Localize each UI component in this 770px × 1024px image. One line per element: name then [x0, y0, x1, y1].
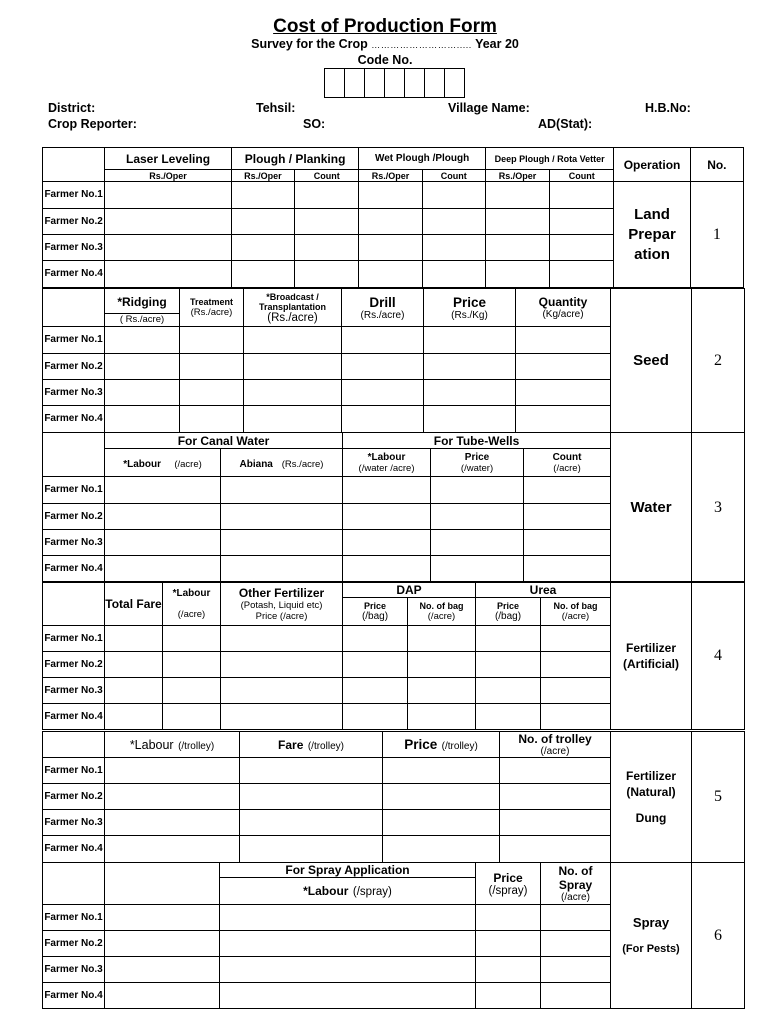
input-cell[interactable] — [408, 678, 476, 704]
input-cell[interactable] — [550, 235, 614, 261]
operation-header: Operation — [614, 148, 690, 182]
input-cell[interactable] — [541, 704, 611, 730]
input-cell[interactable] — [476, 704, 541, 730]
input-cell[interactable] — [424, 380, 516, 406]
farmer-label: Farmer No.2 — [43, 931, 105, 957]
input-cell[interactable] — [408, 626, 476, 652]
input-cell[interactable] — [221, 477, 343, 504]
price-label: Price — [496, 601, 520, 611]
operation-sub-label: Dung — [635, 811, 667, 825]
tw-count-label: Count — [552, 451, 582, 463]
input-cell[interactable] — [221, 504, 343, 530]
labour-header — [163, 582, 221, 626]
village-label: Village Name: — [448, 101, 530, 115]
input-cell[interactable] — [342, 327, 424, 354]
input-cell[interactable] — [476, 983, 541, 1009]
input-cell[interactable] — [500, 784, 611, 810]
wet-count: Count — [422, 170, 485, 182]
input-cell[interactable] — [240, 810, 383, 836]
row-number: 4 — [692, 582, 745, 730]
plough-rs-oper: Rs./Oper — [231, 170, 294, 182]
price-unit: (/spray) — [488, 884, 528, 897]
survey-line — [0, 37, 770, 51]
abiana-unit: (Rs./acre) — [281, 458, 324, 470]
trolley-header — [500, 732, 611, 758]
code-box[interactable] — [424, 68, 445, 98]
input-cell[interactable] — [105, 678, 163, 704]
operation-spray — [611, 863, 692, 1009]
ridging-unit: ( Rs./acre) — [119, 313, 165, 325]
input-cell[interactable] — [221, 678, 343, 704]
price-label: Price — [452, 294, 487, 310]
input-cell[interactable] — [524, 556, 611, 583]
crop-reporter-label: Crop Reporter: — [48, 117, 137, 131]
input-cell[interactable] — [220, 957, 476, 983]
form-title: Cost of Production Form — [273, 16, 497, 37]
ad-stat-label: AD(Stat): — [538, 117, 593, 131]
tw-price-header — [431, 449, 524, 477]
input-cell[interactable] — [105, 327, 180, 354]
input-cell[interactable] — [163, 652, 221, 678]
input-cell[interactable] — [422, 261, 485, 288]
deep-rs-oper: Rs./Oper — [485, 170, 549, 182]
farmer-label: Farmer No.4 — [43, 704, 105, 730]
input-cell[interactable] — [383, 810, 500, 836]
fertilizer-natural-table — [42, 731, 745, 863]
blank-header — [43, 863, 105, 905]
input-cell[interactable] — [500, 810, 611, 836]
code-box[interactable] — [344, 68, 365, 98]
input-cell[interactable] — [541, 983, 611, 1009]
input-cell[interactable] — [295, 209, 359, 235]
price-header — [383, 732, 500, 758]
fare-header — [240, 732, 383, 758]
spray-labour-header — [220, 878, 476, 905]
canal-water-header: For Canal Water — [105, 433, 343, 449]
wet-rs-oper: Rs./Oper — [359, 170, 422, 182]
price-label: Price — [493, 870, 523, 885]
code-box[interactable] — [384, 68, 405, 98]
input-cell[interactable] — [359, 261, 422, 288]
farmer-label: Farmer No.4 — [43, 556, 105, 583]
input-cell[interactable] — [342, 354, 424, 380]
farmer-label: Farmer No.1 — [43, 182, 105, 209]
labour-label: *Labour — [123, 458, 161, 470]
farmer-label: Farmer No.1 — [43, 477, 105, 504]
blank-header — [43, 433, 105, 477]
drill-header — [342, 289, 424, 327]
input-cell[interactable] — [422, 235, 485, 261]
row-number: 2 — [692, 289, 745, 433]
input-cell[interactable] — [163, 704, 221, 730]
tw-count-header — [524, 449, 611, 477]
spray-application-header: For Spray Application — [220, 863, 476, 878]
input-cell[interactable] — [244, 406, 342, 433]
price-unit: (/bag) — [494, 611, 522, 622]
farmer-label: Farmer No.4 — [43, 836, 105, 863]
drill-label: Drill — [369, 294, 396, 310]
tw-count-unit: (/acre) — [553, 462, 581, 474]
input-cell[interactable] — [221, 626, 343, 652]
input-cell[interactable] — [541, 652, 611, 678]
deep-count: Count — [550, 170, 614, 182]
input-cell[interactable] — [105, 504, 221, 530]
laser-leveling-header: Laser Leveling — [105, 148, 232, 170]
input-cell[interactable] — [240, 758, 383, 784]
urea-header: Urea — [476, 582, 611, 598]
treatment-unit: (Rs./acre) — [190, 307, 233, 318]
input-cell[interactable] — [105, 261, 232, 288]
urea-price-header — [476, 598, 541, 626]
farmer-label: Farmer No.3 — [43, 678, 105, 704]
input-cell[interactable] — [342, 406, 424, 433]
input-cell[interactable] — [516, 327, 611, 354]
input-cell[interactable] — [163, 678, 221, 704]
tube-wells-header: For Tube-Wells — [343, 433, 611, 449]
other-fertilizer-sub: (Potash, Liquid etc) — [240, 599, 323, 611]
row-number: 1 — [690, 182, 743, 288]
seed-table — [42, 288, 745, 433]
survey-crop-blank[interactable]: ………………………..... — [371, 40, 472, 50]
tw-labour-label: *Labour — [367, 451, 406, 463]
input-cell[interactable] — [408, 652, 476, 678]
spray-table — [42, 862, 745, 1009]
input-cell[interactable] — [342, 380, 424, 406]
ridging-header — [105, 289, 180, 327]
input-cell[interactable] — [240, 836, 383, 863]
input-cell[interactable] — [476, 957, 541, 983]
blank-subheader — [105, 863, 220, 905]
input-cell[interactable] — [408, 704, 476, 730]
code-no-boxes[interactable] — [325, 68, 465, 98]
operation-water: Water — [611, 433, 692, 583]
fertilizer-artificial-table — [42, 581, 745, 730]
input-cell[interactable] — [383, 836, 500, 863]
input-cell[interactable] — [516, 406, 611, 433]
farmer-label: Farmer No.1 — [43, 758, 105, 784]
input-cell[interactable] — [359, 182, 422, 209]
labour-unit: (/spray) — [352, 886, 392, 898]
bags-unit: (/acre) — [427, 611, 456, 622]
input-cell[interactable] — [485, 235, 549, 261]
operation-land-preparation — [614, 182, 690, 288]
code-box[interactable] — [324, 68, 345, 98]
input-cell[interactable] — [105, 836, 240, 863]
input-cell[interactable] — [424, 406, 516, 433]
year-label: Year 20 — [475, 37, 519, 51]
price-unit: (/bag) — [361, 611, 389, 622]
input-cell[interactable] — [383, 758, 500, 784]
input-cell[interactable] — [105, 626, 163, 652]
treatment-header — [180, 289, 244, 327]
input-cell[interactable] — [431, 477, 524, 504]
other-fertilizer-label: Other Fertilizer — [238, 585, 325, 600]
row-number: 6 — [692, 863, 745, 1009]
input-cell[interactable] — [231, 235, 294, 261]
input-cell[interactable] — [105, 810, 240, 836]
farmer-label: Farmer No.3 — [43, 530, 105, 556]
input-cell[interactable] — [541, 931, 611, 957]
no-header: No. — [690, 148, 743, 182]
code-box[interactable] — [364, 68, 385, 98]
trolley-label: No. of trolley — [518, 732, 592, 746]
input-cell[interactable] — [343, 652, 408, 678]
input-cell[interactable] — [105, 983, 220, 1009]
input-cell[interactable] — [105, 380, 180, 406]
input-cell[interactable] — [431, 504, 524, 530]
farmer-label: Farmer No.3 — [43, 810, 105, 836]
labour-header — [105, 449, 221, 477]
abiana-label: Abiana — [239, 458, 273, 470]
input-cell[interactable] — [180, 380, 244, 406]
farmer-label: Farmer No.3 — [43, 957, 105, 983]
broadcast-header — [244, 289, 342, 327]
quantity-unit: (Kg/acre) — [542, 309, 584, 320]
water-table — [42, 432, 745, 583]
farmer-label: Farmer No.1 — [43, 626, 105, 652]
operation-label: Spray — [632, 914, 670, 930]
farmer-label: Farmer No.4 — [43, 406, 105, 433]
input-cell[interactable] — [524, 477, 611, 504]
operation-fertilizer-natural — [611, 732, 692, 863]
labour-unit: (/acre) — [174, 458, 202, 470]
farmer-label: Farmer No.4 — [43, 983, 105, 1009]
input-cell[interactable] — [180, 406, 244, 433]
operation-label: Land Prepar ation — [628, 205, 676, 263]
plough-header: Plough / Planking — [231, 148, 359, 170]
input-cell[interactable] — [359, 235, 422, 261]
input-cell[interactable] — [180, 327, 244, 354]
input-cell[interactable] — [105, 182, 232, 209]
operation-sub-label: (For Pests) — [622, 942, 680, 955]
dap-price-header — [343, 598, 408, 626]
code-box[interactable] — [444, 68, 465, 98]
other-fertilizer-price: Price (/acre) — [255, 610, 308, 622]
input-cell[interactable] — [295, 261, 359, 288]
plough-count: Count — [295, 170, 359, 182]
input-cell[interactable] — [105, 957, 220, 983]
price-unit: (Rs./Kg) — [451, 309, 488, 321]
input-cell[interactable] — [105, 477, 221, 504]
ridging-label: *Ridging — [105, 291, 179, 314]
input-cell[interactable] — [231, 182, 294, 209]
input-cell[interactable] — [343, 678, 408, 704]
input-cell[interactable] — [550, 182, 614, 209]
spray-count-unit: (/acre) — [561, 892, 590, 903]
input-cell[interactable] — [541, 905, 611, 931]
row-number: 3 — [692, 433, 745, 583]
input-cell[interactable] — [231, 261, 294, 288]
labour-label: *Labour — [303, 884, 349, 898]
price-header — [476, 863, 541, 905]
input-cell[interactable] — [383, 784, 500, 810]
input-cell[interactable] — [105, 556, 221, 583]
input-cell[interactable] — [485, 182, 549, 209]
land-preparation-table — [42, 147, 744, 288]
input-cell[interactable] — [105, 354, 180, 380]
input-cell[interactable] — [244, 327, 342, 354]
input-cell[interactable] — [516, 354, 611, 380]
input-cell[interactable] — [343, 530, 431, 556]
input-cell[interactable] — [516, 380, 611, 406]
so-label: SO: — [303, 117, 326, 131]
input-cell[interactable] — [550, 261, 614, 288]
treatment-label: Treatment — [189, 297, 233, 307]
input-cell[interactable] — [221, 704, 343, 730]
input-cell[interactable] — [424, 327, 516, 354]
input-cell[interactable] — [244, 380, 342, 406]
code-no-label: Code No. — [357, 53, 413, 67]
input-cell[interactable] — [221, 530, 343, 556]
price-label: Price — [363, 601, 387, 611]
spray-count-label: No. of Spray — [558, 864, 593, 892]
input-cell[interactable] — [231, 209, 294, 235]
fare-unit: (/trolley) — [307, 740, 344, 752]
labour-header — [105, 732, 240, 758]
labour-label: *Labour — [129, 737, 174, 752]
bags-label: No. of bag — [419, 601, 464, 611]
labour-unit: (/trolley) — [178, 740, 215, 752]
input-cell[interactable] — [422, 182, 485, 209]
input-cell[interactable] — [105, 209, 232, 235]
broadcast-label: *Broadcast / Transplantation — [258, 291, 326, 312]
input-cell[interactable] — [431, 556, 524, 583]
input-cell[interactable] — [550, 209, 614, 235]
abiana-header — [221, 449, 343, 477]
input-cell[interactable] — [541, 626, 611, 652]
input-cell[interactable] — [343, 477, 431, 504]
fare-label: Fare — [278, 737, 304, 752]
tw-labour-unit: (/water /acre) — [358, 462, 415, 474]
input-cell[interactable] — [359, 209, 422, 235]
input-cell[interactable] — [343, 556, 431, 583]
input-cell[interactable] — [476, 678, 541, 704]
input-cell[interactable] — [500, 758, 611, 784]
tw-labour-header — [343, 449, 431, 477]
blank-header — [43, 732, 105, 758]
input-cell[interactable] — [105, 235, 232, 261]
input-cell[interactable] — [244, 354, 342, 380]
operation-seed: Seed — [611, 289, 692, 433]
input-cell[interactable] — [541, 957, 611, 983]
bags-label: No. of bag — [553, 601, 598, 611]
farmer-label: Farmer No.2 — [43, 354, 105, 380]
urea-bags-header — [541, 598, 611, 626]
input-cell[interactable] — [476, 626, 541, 652]
input-cell[interactable] — [500, 836, 611, 863]
drill-unit: (Rs./acre) — [360, 309, 405, 321]
input-cell[interactable] — [220, 983, 476, 1009]
input-cell[interactable] — [485, 209, 549, 235]
operation-label: Fertilizer (Natural) — [625, 769, 676, 799]
input-cell[interactable] — [105, 704, 163, 730]
farmer-label: Farmer No.1 — [43, 327, 105, 354]
farmer-label: Farmer No.2 — [43, 209, 105, 235]
laser-rs-oper: Rs./Oper — [105, 170, 232, 182]
tehsil-label: Tehsil: — [256, 101, 296, 115]
survey-label: Survey for the Crop — [251, 37, 368, 51]
spray-count-header — [541, 863, 611, 905]
input-cell[interactable] — [180, 354, 244, 380]
input-cell[interactable] — [343, 626, 408, 652]
farmer-label: Farmer No.3 — [43, 380, 105, 406]
trolley-unit: (/acre) — [540, 746, 570, 757]
input-cell[interactable] — [220, 905, 476, 931]
input-cell[interactable] — [476, 652, 541, 678]
tw-price-unit: (/water) — [460, 462, 494, 474]
row-number: 5 — [692, 732, 745, 863]
labour-unit: (/acre) — [177, 608, 206, 620]
blank-header — [43, 289, 105, 327]
operation-fertilizer-artificial: Fertilizer (Artificial) — [611, 582, 692, 730]
farmer-label: Farmer No.2 — [43, 784, 105, 810]
input-cell[interactable] — [424, 354, 516, 380]
input-cell[interactable] — [105, 905, 220, 931]
farmer-label: Farmer No.1 — [43, 905, 105, 931]
input-cell[interactable] — [105, 784, 240, 810]
input-cell[interactable] — [541, 678, 611, 704]
input-cell[interactable] — [431, 530, 524, 556]
input-cell[interactable] — [422, 209, 485, 235]
hb-no-label: H.B.No: — [645, 101, 691, 115]
dap-bags-header — [408, 598, 476, 626]
price-unit: (/trolley) — [441, 740, 478, 752]
dap-header: DAP — [343, 582, 476, 598]
input-cell[interactable] — [240, 784, 383, 810]
input-cell[interactable] — [105, 931, 220, 957]
input-cell[interactable] — [295, 182, 359, 209]
input-cell[interactable] — [476, 931, 541, 957]
price-label: Price — [404, 736, 438, 752]
tw-price-label: Price — [464, 451, 490, 463]
input-cell[interactable] — [343, 704, 408, 730]
quantity-label: Quantity — [538, 295, 588, 309]
total-fare-header: Total Fare — [105, 582, 163, 626]
input-cell[interactable] — [485, 261, 549, 288]
quantity-header — [516, 289, 611, 327]
labour-label: *Labour — [172, 587, 211, 599]
price-header — [424, 289, 516, 327]
blank-header — [43, 148, 105, 182]
input-cell[interactable] — [295, 235, 359, 261]
input-cell[interactable] — [105, 406, 180, 433]
farmer-label: Farmer No.4 — [43, 261, 105, 288]
input-cell[interactable] — [105, 758, 240, 784]
other-fertilizer-header — [221, 582, 343, 626]
input-cell[interactable] — [524, 504, 611, 530]
code-box[interactable] — [404, 68, 425, 98]
farmer-label: Farmer No.2 — [43, 652, 105, 678]
input-cell[interactable] — [221, 652, 343, 678]
district-label: District: — [48, 101, 96, 115]
bags-unit: (/acre) — [561, 611, 590, 622]
input-cell[interactable] — [476, 905, 541, 931]
input-cell[interactable] — [105, 652, 163, 678]
input-cell[interactable] — [105, 530, 221, 556]
input-cell[interactable] — [221, 556, 343, 583]
farmer-label: Farmer No.2 — [43, 504, 105, 530]
input-cell[interactable] — [343, 504, 431, 530]
deep-plough-header: Deep Plough / Rota Vetter — [485, 148, 614, 170]
wet-plough-header: Wet Plough /Plough — [359, 148, 486, 170]
broadcast-unit: (Rs./acre) — [267, 311, 318, 324]
farmer-label: Farmer No.3 — [43, 235, 105, 261]
blank-header — [43, 582, 105, 626]
input-cell[interactable] — [163, 626, 221, 652]
input-cell[interactable] — [524, 530, 611, 556]
input-cell[interactable] — [220, 931, 476, 957]
